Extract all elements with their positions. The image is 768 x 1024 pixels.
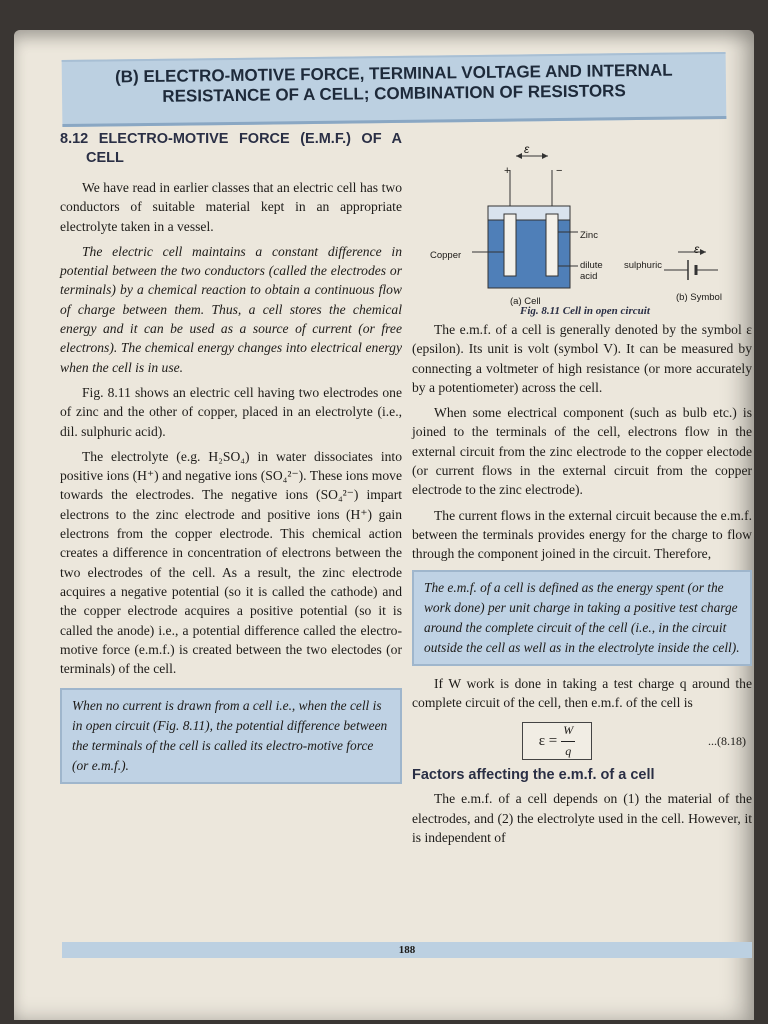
left-paragraph-1: We have read in earlier classes that an electric cell has two conductors of suitable material kept in an appropriate electrolyte taken in a vessel. bbox=[60, 180, 402, 234]
emf-energy-definition: The e.m.f. of a cell is defined as the energy spent (or the work done) per unit charge in taking a positive test charge around the complete circuit of the cell (i.e., in the circuit outside the cell as well as in the electrolyte inside the cell). bbox=[412, 570, 752, 666]
emf-open-circuit-definition: When no current is drawn from a cell i.e., when the cell is in open circuit (Fig. 8.11), the potential difference between the terminals of the cell is called its electro-motive force (or e.m.f.). bbox=[60, 688, 402, 784]
electrolyte-label: dilute sulphuric acid bbox=[580, 260, 662, 282]
page-number: 188 bbox=[62, 942, 752, 958]
textbook-page bbox=[14, 30, 754, 1020]
banner-line-1: (B) ELECTRO-MOTIVE FORCE, TERMINAL VOLTAGE AND INTERNAL bbox=[114, 60, 673, 87]
formula-denominator: q bbox=[565, 743, 572, 758]
section-number: 8.12 bbox=[60, 131, 89, 147]
formula-numerator: W bbox=[561, 721, 575, 741]
emf-formula-row bbox=[412, 718, 752, 762]
left-paragraph-2: The electric cell maintains a constant difference in potential between the two conductors (called the electrodes or terminals) by a chemical reaction to obtain a continuous flow of charge between them. Thus, a cell stores the chemical energy and it can be used as a source of current (or free electrons). The chemical energy changes into electrical energy when the cell is in use. bbox=[60, 243, 402, 375]
chapter-banner bbox=[62, 52, 727, 127]
zinc-label: Zinc bbox=[580, 230, 598, 241]
copper-label: Copper bbox=[430, 250, 462, 261]
section-title: ELECTRO-MOTIVE FORCE (E.M.F.) OF A CELL bbox=[86, 131, 403, 166]
left-paragraph-3: Fig. 8.11 shows an electric cell having two electrodes one of zinc and the other of copper, placed in an electrolyte (i.e., dil. sulphuric acid). bbox=[60, 384, 402, 439]
formula-fraction bbox=[561, 721, 575, 761]
section-heading bbox=[60, 130, 402, 168]
figure-caption: Fig. 8.11 Cell in open circuit bbox=[520, 305, 650, 317]
right-paragraph-3: The current flows in the external circuit because the e.m.f. between the terminals provides energy for the charge to flow through the component joined in the circuit. Therefore, bbox=[412, 507, 752, 562]
plus-terminal-label: + bbox=[504, 165, 511, 177]
cell-figure bbox=[412, 126, 752, 316]
emf-symbol-label: ε bbox=[524, 142, 530, 156]
formula-lhs: ε = bbox=[538, 732, 558, 749]
factors-heading: Factors affecting the e.m.f. of a cell bbox=[412, 767, 655, 784]
symbol-sublabel: (b) Symbol bbox=[676, 292, 722, 303]
right-paragraph-2: When some electrical component (such as bulb etc.) is joined to the terminals of the cell, electrons flow in the external circuit from the zinc electrode to the copper electode (or current flows in the external circuit from the copper electrode to the zinc electrode). bbox=[412, 405, 752, 498]
right-column bbox=[412, 126, 752, 853]
banner-line-2: RESISTANCE OF A CELL; COMBINATION OF RESISTORS bbox=[162, 81, 626, 106]
minus-terminal-label: − bbox=[556, 165, 563, 177]
right-paragraph-4: If W work is done in taking a test charge q around the complete circuit of the cell, then e.m.f. of the cell is bbox=[412, 675, 752, 710]
symbol-emf-label: ε bbox=[694, 242, 700, 256]
left-paragraph-4: The electrolyte (e.g. H₂SO₄) in water dissociates into positive ions (H⁺) and negative ions (SO₄²⁻). These ions move towards the electrodes. The negative ions (SO₄²⁻) impart electrons to the zinc electrode and positive ions (H⁺) gain electrons from the copper electrode. This chemical action creates a difference in concentration of electrons between the two electrodes of the cell. As a result, the zinc electrode acquires a negative potential (so it is called the cathode) and the copper electrode acquires a positive potential (so it is called the anode) i.e., a potential difference called the electro-motive force (e.m.f.) is created between the two electodes (or terminals) of the cell. bbox=[60, 448, 402, 677]
emf-formula bbox=[522, 722, 592, 760]
cell-sublabel: (a) Cell bbox=[510, 296, 541, 307]
right-paragraph-1: The e.m.f. of a cell is generally denoted by the symbol ε (epsilon). Its unit is volt (symbol V). It can be measured by connecting a voltmeter of high resistance (or more accurately by a potentiometer) across the cell. bbox=[412, 322, 752, 395]
equation-number: ...(8.18) bbox=[708, 734, 746, 749]
right-paragraph-5: The e.m.f. of a cell depends on (1) the material of the electrodes, and (2) the electrolyte used in the cell. However, it is independent of bbox=[412, 791, 752, 846]
left-column bbox=[60, 130, 402, 784]
